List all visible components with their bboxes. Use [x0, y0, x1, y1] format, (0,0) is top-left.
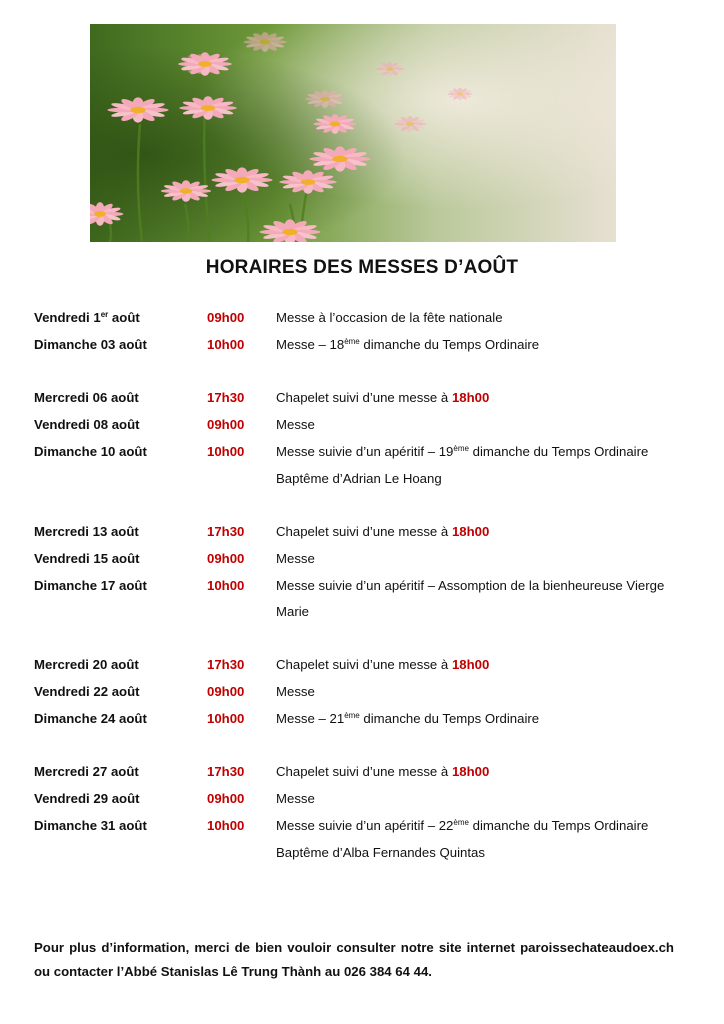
entry-description: Messe [276, 684, 315, 699]
entry-day: Mercredi 13 août [34, 524, 139, 539]
entry-time: 09h00 [207, 551, 245, 566]
entry-day: Dimanche 17 août [34, 578, 147, 593]
entry-description: Messe suivie d’un apéritif – 19ème dimanche du Temps Ordinaire [276, 444, 649, 459]
entry-description-line2: Baptême d’Adrian Le Hoang [276, 471, 442, 486]
entry-time: 09h00 [207, 417, 245, 432]
entry-day: Mercredi 20 août [34, 657, 139, 672]
entry-day: Dimanche 31 août [34, 818, 147, 833]
schedule-row [0, 335, 724, 355]
schedule-row [0, 522, 724, 542]
entry-day: Vendredi 29 août [34, 791, 140, 806]
header-photo [90, 24, 616, 242]
entry-day: Dimanche 24 août [34, 711, 147, 726]
schedule-row [0, 388, 724, 408]
entry-description-line2: Baptême d’Alba Fernandes Quintas [276, 845, 485, 860]
entry-time: 10h00 [207, 711, 245, 726]
entry-description: Messe – 21ème dimanche du Temps Ordinaire [276, 711, 540, 726]
schedule-row-continued [0, 469, 724, 489]
schedule-row [0, 789, 724, 809]
entry-time: 10h00 [207, 337, 245, 352]
entry-day: Vendredi 15 août [34, 551, 140, 566]
schedule-row [0, 816, 724, 836]
entry-time: 17h30 [207, 524, 245, 539]
entry-description: Chapelet suivi d’une messe à 18h00 [276, 657, 490, 672]
entry-time: 17h30 [207, 657, 245, 672]
pink-daisies-image [90, 24, 616, 242]
schedule-row-continued [0, 843, 724, 863]
entry-description: Chapelet suivi d’une messe à 18h00 [276, 390, 490, 405]
entry-description: Messe [276, 551, 315, 566]
schedule-row-continued [0, 602, 724, 622]
entry-time: 17h30 [207, 764, 245, 779]
entry-time: 10h00 [207, 578, 245, 593]
entry-day: Vendredi 22 août [34, 684, 140, 699]
entry-day: Mercredi 06 août [34, 390, 139, 405]
schedule-row [0, 682, 724, 702]
entry-day: Mercredi 27 août [34, 764, 139, 779]
schedule-row [0, 655, 724, 675]
entry-day: Dimanche 03 août [34, 337, 147, 352]
schedule-row [0, 308, 724, 328]
entry-time: 10h00 [207, 444, 245, 459]
schedule-row [0, 762, 724, 782]
schedule-row [0, 442, 724, 462]
entry-day: Vendredi 1er août [34, 310, 140, 325]
entry-time: 10h00 [207, 818, 245, 833]
entry-description: Messe [276, 417, 315, 432]
entry-time: 09h00 [207, 684, 245, 699]
schedule-row [0, 549, 724, 569]
entry-description-line2: Marie [276, 604, 309, 619]
entry-time: 09h00 [207, 310, 245, 325]
entry-day: Vendredi 08 août [34, 417, 140, 432]
entry-description: Messe – 18ème dimanche du Temps Ordinaire [276, 337, 540, 352]
page-title: HORAIRES DES MESSES D’AOÛT [205, 257, 519, 278]
entry-description: Messe [276, 791, 315, 806]
entry-description: Chapelet suivi d’une messe à 18h00 [276, 524, 490, 539]
entry-description: Chapelet suivi d’une messe à 18h00 [276, 764, 490, 779]
entry-day: Dimanche 10 août [34, 444, 147, 459]
entry-description: Messe suivie d’un apéritif – Assomption de la bienheureuse Vierge [276, 578, 665, 593]
schedule-row [0, 709, 724, 729]
schedule-row [0, 415, 724, 435]
contact-footer: Pour plus d’information, merci de bien vouloir consulter notre site internet paroissechateaudoex.ch ou contacter l’Abbé Stanislas Lê Trung Thành au 026 384 64 44. [34, 940, 674, 979]
schedule-row [0, 576, 724, 596]
entry-time: 17h30 [207, 390, 245, 405]
entry-time: 09h00 [207, 791, 245, 806]
entry-description: Messe suivie d’un apéritif – 22ème dimanche du Temps Ordinaire [276, 818, 649, 833]
entry-description: Messe à l’occasion de la fête nationale [276, 310, 503, 325]
